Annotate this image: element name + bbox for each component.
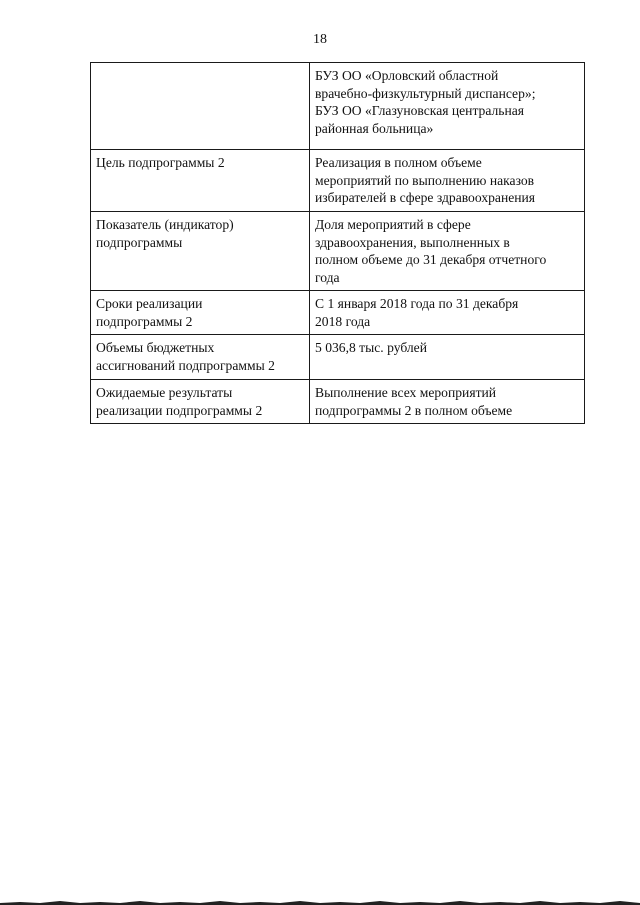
row-label-cell (91, 212, 310, 291)
goal-label: Цель подпрограммы 2 (96, 155, 225, 170)
table-row (91, 335, 585, 380)
row-value-cell (310, 380, 585, 424)
row-label-cell (91, 63, 310, 150)
row-value-cell (310, 291, 585, 335)
row-value-cell (310, 335, 585, 380)
row-label-cell (91, 150, 310, 212)
timeline-label: Сроки реализации подпрограммы 2 (96, 296, 203, 329)
page-number: 18 (313, 32, 327, 47)
row-value-cell (310, 150, 585, 212)
row-label-cell (91, 380, 310, 424)
row-label-cell (91, 291, 310, 335)
expected-results-label: Ожидаемые результаты реализации подпрограммы 2 (96, 385, 263, 418)
scan-bottom-edge (0, 898, 640, 905)
table-row (91, 212, 585, 291)
budget-label: Объемы бюджетных ассигнований подпрограммы 2 (96, 340, 275, 373)
indicator-label: Показатель (индикатор) подпрограммы (96, 217, 234, 250)
table-row (91, 380, 585, 424)
row-value-cell (310, 63, 585, 150)
row-label-cell (91, 335, 310, 380)
budget-value: 5 036,8 тыс. рублей (315, 340, 427, 355)
table-row (91, 291, 585, 335)
responsible-executors-value: БУЗ ОО «Орловский областной врачебно-физкультурный диспансер»; БУЗ ОО «Глазуновская центральная районная больница» (315, 68, 536, 136)
row-value-cell (310, 212, 585, 291)
timeline-value: С 1 января 2018 года по 31 декабря 2018 года (315, 296, 519, 329)
goal-value: Реализация в полном объеме мероприятий по выполнению наказов избирателей в сфере здравоохранения (315, 155, 536, 205)
table-row (91, 63, 585, 150)
indicator-value: Доля мероприятий в сфере здравоохранения, выполненных в полном объеме до 31 декабря отчетного года (315, 217, 547, 285)
expected-results-value: Выполнение всех мероприятий подпрограммы 2 в полном объеме (315, 385, 513, 418)
subprogram-passport-table (90, 62, 585, 424)
table-row (91, 150, 585, 212)
